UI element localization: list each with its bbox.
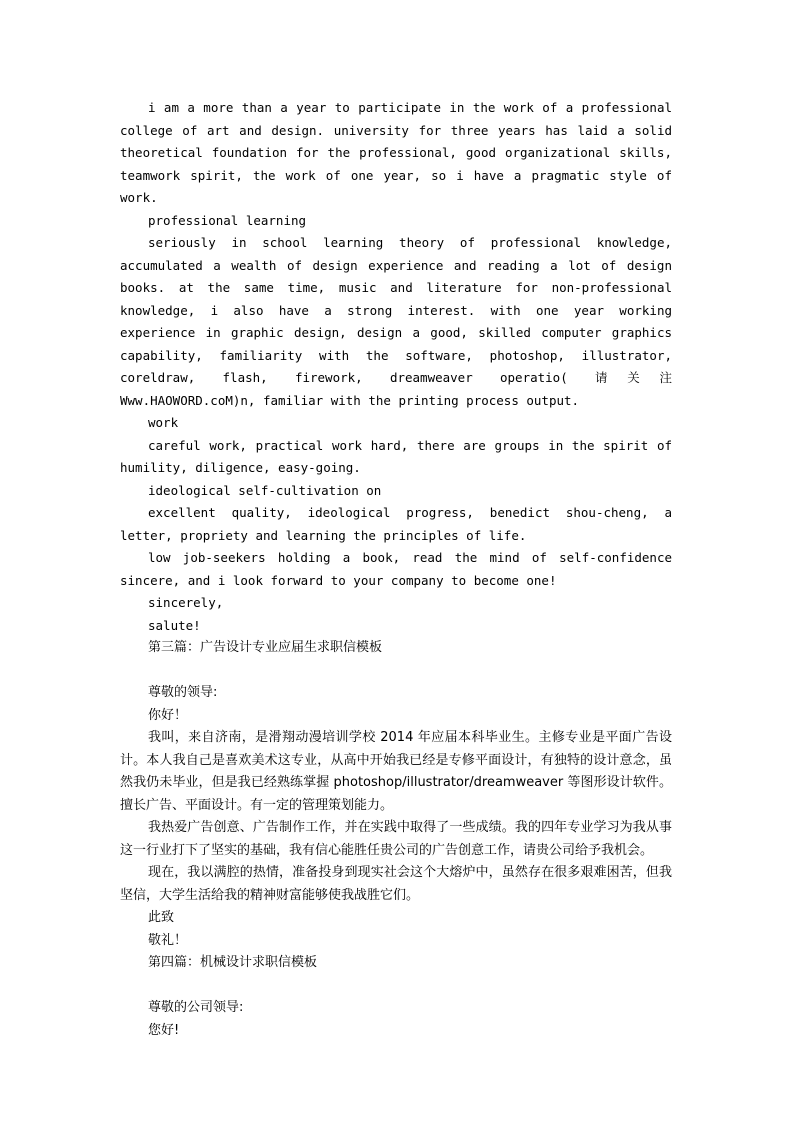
closing-line: 敬礼！: [148, 932, 188, 948]
section-heading-professional-learning: professional learning: [148, 212, 307, 228]
greeting: 您好!: [148, 1022, 180, 1038]
salutation: 尊敬的领导:: [148, 685, 218, 700]
salutation: 尊敬的公司领导:: [148, 1000, 244, 1015]
closing-line: 此致: [148, 910, 175, 925]
body-paragraph: low job-seekers holding a book, read the mind of self-confidence sincere, and i look forward to your company to become one!: [120, 550, 672, 588]
greeting: 你好！: [148, 707, 188, 723]
chapter-title: 第三篇：广告设计专业应届生求职信模板: [148, 640, 383, 655]
body-paragraph: i am a more than a year to participate in the work of a professional college of art and design. university for three years has laid a solid theoretical foundation for the professional, good organizational skills, teamwork spirit, the work of one year, so i have a pragmatic style of work.: [120, 100, 672, 205]
closing-line: sincerely,: [148, 595, 224, 610]
body-paragraph: seriously in school learning theory of professional knowledge, accumulated a wealth of design experience and reading a lot of design books. at the same time, music and literature for non-professional knowledge, i also have a strong interest. with one year working experience in graphic design, design a good, skilled computer graphics capability, familiarity with the software, photoshop, illustrator, coreldraw, flash, firework, dreamweaver operatio( 请关注 Www.HAOWORD.coM)n, familiar with the printing process output.: [120, 235, 672, 408]
chapter-title: 第四篇：机械设计求职信模板: [148, 955, 318, 970]
body-paragraph: 我热爱广告创意、广告制作工作，并在实践中取得了一些成绩。我的四年专业学习为我从事这一行业打下了坚实的基础，我有信心能胜任贵公司的广告创意工作，请贵公司给予我机会。: [120, 820, 672, 858]
body-paragraph: 我叫，来自济南，是滑翔动漫培训学校 2014 年应届本科毕业生。主修专业是平面广告设计。本人我自己是喜欢美术这专业，从高中开始我已经是专修平面设计，有独特的设计意念，虽然我仍未毕业，但是我已经熟练掌握 photoshop/illustrator/dreamweaver 等图形设计软件。擅长广告、平面设计。有一定的管理策划能力。: [120, 730, 672, 813]
body-paragraph: 现在，我以满腔的热情，准备投身到现实社会这个大熔炉中，虽然存在很多艰难困苦，但我坚信，大学生活给我的精神财富能够使我战胜它们。: [120, 865, 672, 903]
section-heading-ideological: ideological self-cultivation on: [148, 482, 382, 498]
document-page: [120, 97, 672, 1042]
closing-line: salute!: [148, 617, 201, 633]
blank-line: [120, 660, 672, 683]
section-heading-work: work: [148, 415, 179, 430]
body-paragraph: careful work, practical work hard, there are groups in the spirit of humility, diligence, easy-going.: [120, 437, 672, 475]
blank-line: [120, 975, 672, 998]
body-paragraph: excellent quality, ideological progress, benedict shou-cheng, a letter, propriety and learning the principles of life.: [120, 505, 672, 543]
